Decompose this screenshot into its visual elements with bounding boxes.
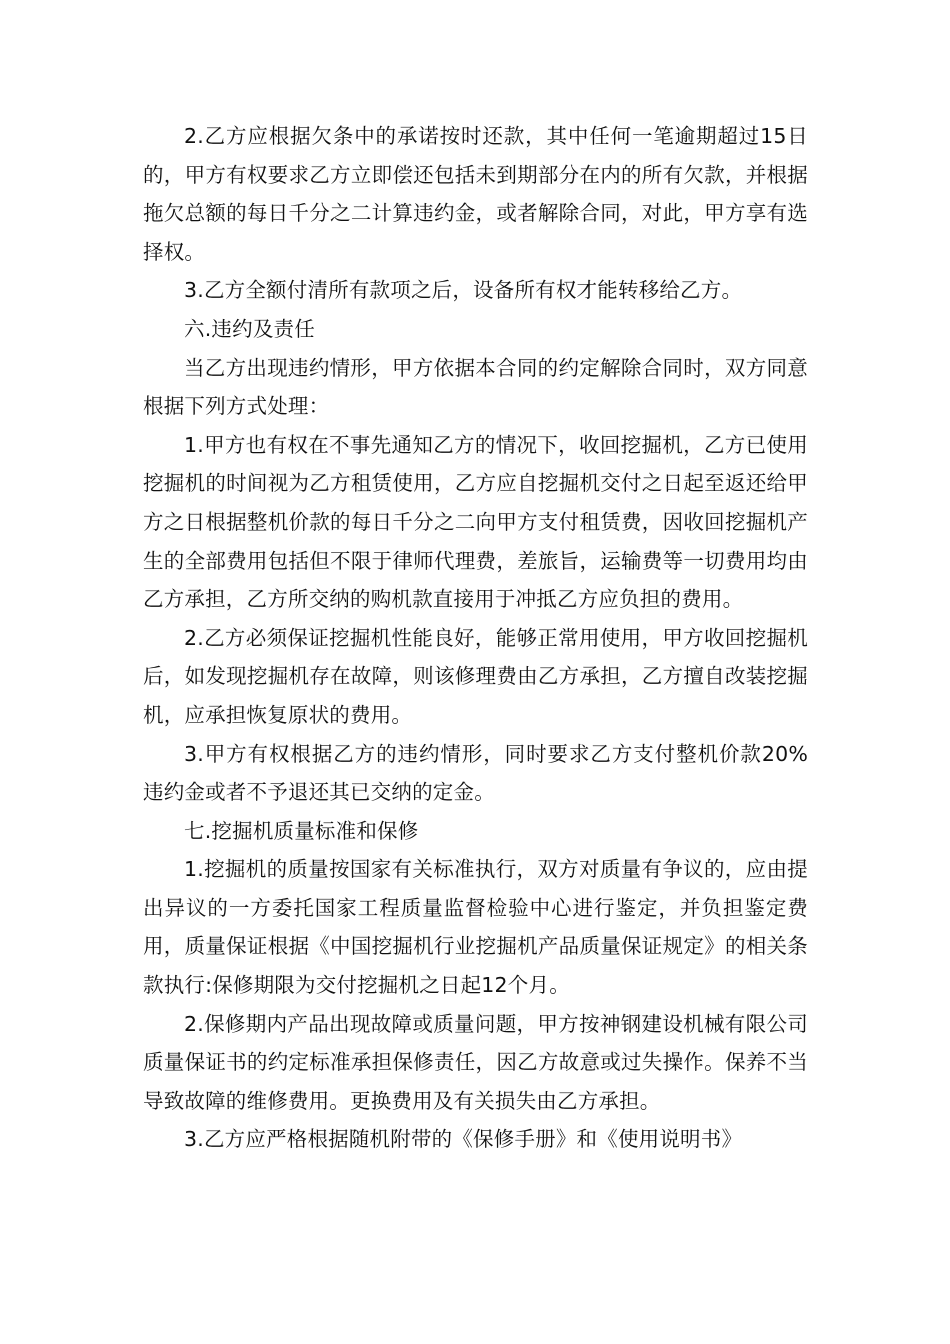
paragraph-quality-item-1: 1.挖掘机的质量按国家有关标准执行，双方对质量有争议的，应由提出异议的一方委托国家工程质量监督检验中心进行鉴定，并负担鉴定费用，质量保证根据《中国挖掘机行业挖掘机产品质量保证规定》的相关条款执行:保修期限为交付挖掘机之日起12个月。 bbox=[143, 857, 808, 998]
paragraph-repayment-clause: 2.乙方应根据欠条中的承诺按时还款，其中任何一笔逾期超过15日的，甲方有权要求乙方立即偿还包括未到期部分在内的所有欠款，并根据拖欠总额的每日千分之二计算违约金，或者解除合同，对此，甲方享有选择权。 bbox=[143, 124, 808, 264]
section-heading-quality: 七.挖掘机质量标准和保修 bbox=[184, 818, 419, 843]
paragraph-breach-item-3: 3.甲方有权根据乙方的违约情形，同时要求乙方支付整机价款20%违约金或者不予退还其已交纳的定金。 bbox=[143, 741, 808, 805]
paragraph-breach-item-2: 2.乙方必须保证挖掘机性能良好，能够正常用使用，甲方收回挖掘机后，如发现挖掘机存在故障，则该修理费由乙方承担，乙方擅自改装挖掘机，应承担恢复原状的费用。 bbox=[143, 625, 808, 727]
paragraph-quality-item-3: 3.乙方应严格根据随机附带的《保修手册》和《使用说明书》 bbox=[184, 1127, 743, 1152]
paragraph-ownership-transfer: 3.乙方全额付清所有款项之后，设备所有权才能转移给乙方。 bbox=[184, 278, 743, 303]
paragraph-breach-intro: 当乙方出现违约情形，甲方依据本合同的约定解除合同时，双方同意根据下列方式处理： bbox=[143, 355, 808, 419]
document-body bbox=[143, 117, 808, 1159]
paragraph-breach-item-1: 1.甲方也有权在不事先通知乙方的情况下，收回挖掘机，乙方已使用挖掘机的时间视为乙方租赁使用，乙方应自挖掘机交付之日起至返还给甲方之日根据整机价款的每日千分之二向甲方支付租赁费，因收回挖掘机产生的全部费用包括但不限于律师代理费，差旅旨，运输费等一切费用均由乙方承担，乙方所交纳的购机款直接用于冲抵乙方应负担的费用。 bbox=[143, 432, 808, 612]
section-heading-breach: 六.违约及责任 bbox=[184, 316, 315, 341]
paragraph-quality-item-2: 2.保修期内产品出现故障或质量问题，甲方按神钢建设机械有限公司质量保证书的约定标准承担保修责任，因乙方故意或过失操作。保养不当导致故障的维修费用。更换费用及有关损失由乙方承担。 bbox=[143, 1011, 808, 1113]
